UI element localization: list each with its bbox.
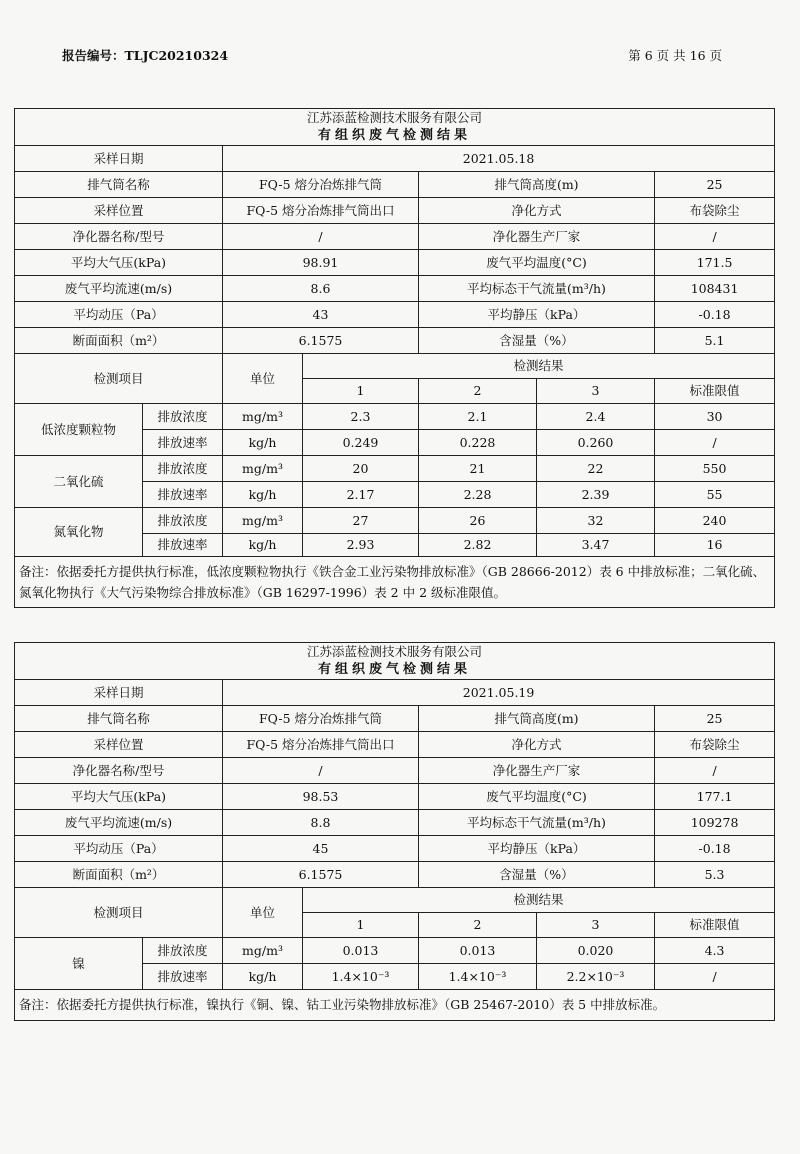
unit-cell: kg/h [223, 964, 303, 990]
gas-velocity-label: 废气平均流速(m/s) [15, 810, 223, 836]
purifier-model-value: / [223, 758, 419, 784]
unit-cell: kg/h [223, 534, 303, 557]
gas-temp-value: 177.1 [655, 784, 775, 810]
table-title: 有组织废气检测结果 [15, 661, 775, 680]
static-pressure-label: 平均静压（kPa） [419, 302, 655, 328]
purification-method-value: 布袋除尘 [655, 732, 775, 758]
value-cell: 32 [537, 508, 655, 534]
rate-label: 排放速率 [143, 534, 223, 557]
dry-flow-value: 109278 [655, 810, 775, 836]
moisture-label: 含湿量（%） [419, 328, 655, 354]
conc-label: 排放浓度 [143, 404, 223, 430]
page-header [62, 46, 722, 64]
value-cell: 2.3 [303, 404, 419, 430]
result-col-2: 2 [419, 913, 537, 938]
pollutant-name: 二氧化硫 [15, 456, 143, 508]
limit-cell: 4.3 [655, 938, 775, 964]
gas-velocity-value: 8.6 [223, 276, 419, 302]
gas-velocity-value: 8.8 [223, 810, 419, 836]
unit-header: 单位 [223, 888, 303, 938]
company-name: 江苏添蓝检测技术服务有限公司 [15, 643, 775, 662]
rate-label: 排放速率 [143, 430, 223, 456]
unit-cell: mg/m³ [223, 404, 303, 430]
limit-cell: 16 [655, 534, 775, 557]
conc-label: 排放浓度 [143, 508, 223, 534]
value-cell: 2.39 [537, 482, 655, 508]
unit-cell: kg/h [223, 430, 303, 456]
value-cell: 2.82 [419, 534, 537, 557]
sampling-date-value: 2021.05.18 [223, 146, 775, 172]
atm-pressure-label: 平均大气压(kPa) [15, 250, 223, 276]
limit-header: 标准限值 [655, 913, 775, 938]
value-cell: 0.013 [419, 938, 537, 964]
rate-label: 排放速率 [143, 964, 223, 990]
stack-height-label: 排气筒高度(m) [419, 172, 655, 198]
value-cell: 2.93 [303, 534, 419, 557]
atm-pressure-value: 98.91 [223, 250, 419, 276]
value-cell: 0.020 [537, 938, 655, 964]
test-result-header: 检测结果 [303, 888, 775, 913]
sampling-date-label: 采样日期 [15, 680, 223, 706]
dry-flow-label: 平均标态干气流量(m³/h) [419, 810, 655, 836]
dry-flow-value: 108431 [655, 276, 775, 302]
stack-name-value: FQ-5 熔分冶炼排气筒 [223, 172, 419, 198]
unit-cell: mg/m³ [223, 456, 303, 482]
atm-pressure-label: 平均大气压(kPa) [15, 784, 223, 810]
value-cell: 20 [303, 456, 419, 482]
limit-cell: 30 [655, 404, 775, 430]
table-note: 备注：依据委托方提供执行标准，镍执行《铜、镍、钴工业污染物排放标准》（GB 25467-2010）表 5 中排放标准。 [15, 990, 775, 1021]
result-col-1: 1 [303, 913, 419, 938]
purifier-model-label: 净化器名称/型号 [15, 758, 223, 784]
result-col-3: 3 [537, 379, 655, 404]
limit-cell: 240 [655, 508, 775, 534]
test-result-header: 检测结果 [303, 354, 775, 379]
gas-temp-label: 废气平均温度(°C) [419, 784, 655, 810]
sampling-date-value: 2021.05.19 [223, 680, 775, 706]
company-name: 江苏添蓝检测技术服务有限公司 [15, 109, 775, 128]
value-cell: 2.2×10⁻³ [537, 964, 655, 990]
value-cell: 0.013 [303, 938, 419, 964]
unit-cell: mg/m³ [223, 508, 303, 534]
value-cell: 0.260 [537, 430, 655, 456]
sampling-location-value: FQ-5 熔分冶炼排气筒出口 [223, 732, 419, 758]
stack-height-value: 25 [655, 706, 775, 732]
results-table-2 [14, 642, 774, 1021]
sampling-location-value: FQ-5 熔分冶炼排气筒出口 [223, 198, 419, 224]
purifier-manufacturer-value: / [655, 224, 775, 250]
dynamic-pressure-label: 平均动压（Pa） [15, 836, 223, 862]
pollutant-name: 低浓度颗粒物 [15, 404, 143, 456]
value-cell: 1.4×10⁻³ [419, 964, 537, 990]
stack-name-label: 排气筒名称 [15, 706, 223, 732]
limit-cell: 550 [655, 456, 775, 482]
limit-header: 标准限值 [655, 379, 775, 404]
dynamic-pressure-value: 43 [223, 302, 419, 328]
gas-temp-value: 171.5 [655, 250, 775, 276]
page-number: 第 6 页 共 16 页 [628, 48, 722, 63]
dry-flow-label: 平均标态干气流量(m³/h) [419, 276, 655, 302]
limit-cell: / [655, 964, 775, 990]
gas-velocity-label: 废气平均流速(m/s) [15, 276, 223, 302]
unit-header: 单位 [223, 354, 303, 404]
purification-method-value: 布袋除尘 [655, 198, 775, 224]
test-item-header: 检测项目 [15, 354, 223, 404]
value-cell: 2.4 [537, 404, 655, 430]
section-area-label: 断面面积（m²） [15, 328, 223, 354]
sampling-location-label: 采样位置 [15, 732, 223, 758]
static-pressure-label: 平均静压（kPa） [419, 836, 655, 862]
moisture-value: 5.1 [655, 328, 775, 354]
purifier-manufacturer-value: / [655, 758, 775, 784]
value-cell: 3.47 [537, 534, 655, 557]
rate-label: 排放速率 [143, 482, 223, 508]
static-pressure-value: -0.18 [655, 302, 775, 328]
table-title: 有组织废气检测结果 [15, 127, 775, 146]
section-area-value: 6.1575 [223, 862, 419, 888]
test-item-header: 检测项目 [15, 888, 223, 938]
value-cell: 0.249 [303, 430, 419, 456]
value-cell: 2.17 [303, 482, 419, 508]
value-cell: 22 [537, 456, 655, 482]
stack-height-label: 排气筒高度(m) [419, 706, 655, 732]
unit-cell: kg/h [223, 482, 303, 508]
moisture-label: 含湿量（%） [419, 862, 655, 888]
section-area-value: 6.1575 [223, 328, 419, 354]
stack-name-label: 排气筒名称 [15, 172, 223, 198]
limit-cell: / [655, 430, 775, 456]
sampling-date-label: 采样日期 [15, 146, 223, 172]
gas-temp-label: 废气平均温度(°C) [419, 250, 655, 276]
results-table-1 [14, 108, 774, 608]
value-cell: 21 [419, 456, 537, 482]
value-cell: 1.4×10⁻³ [303, 964, 419, 990]
dynamic-pressure-label: 平均动压（Pa） [15, 302, 223, 328]
value-cell: 2.28 [419, 482, 537, 508]
value-cell: 0.228 [419, 430, 537, 456]
purification-method-label: 净化方式 [419, 732, 655, 758]
purifier-model-label: 净化器名称/型号 [15, 224, 223, 250]
purifier-manufacturer-label: 净化器生产厂家 [419, 224, 655, 250]
stack-height-value: 25 [655, 172, 775, 198]
pollutant-name: 氮氧化物 [15, 508, 143, 557]
atm-pressure-value: 98.53 [223, 784, 419, 810]
stack-name-value: FQ-5 熔分冶炼排气筒 [223, 706, 419, 732]
dynamic-pressure-value: 45 [223, 836, 419, 862]
purifier-model-value: / [223, 224, 419, 250]
pollutant-name: 镍 [15, 938, 143, 990]
conc-label: 排放浓度 [143, 456, 223, 482]
unit-cell: mg/m³ [223, 938, 303, 964]
sampling-location-label: 采样位置 [15, 198, 223, 224]
limit-cell: 55 [655, 482, 775, 508]
result-col-1: 1 [303, 379, 419, 404]
value-cell: 2.1 [419, 404, 537, 430]
static-pressure-value: -0.18 [655, 836, 775, 862]
moisture-value: 5.3 [655, 862, 775, 888]
purification-method-label: 净化方式 [419, 198, 655, 224]
section-area-label: 断面面积（m²） [15, 862, 223, 888]
value-cell: 26 [419, 508, 537, 534]
result-col-2: 2 [419, 379, 537, 404]
result-col-3: 3 [537, 913, 655, 938]
conc-label: 排放浓度 [143, 938, 223, 964]
value-cell: 27 [303, 508, 419, 534]
report-number: 报告编号：TLJC20210324 [62, 48, 229, 63]
purifier-manufacturer-label: 净化器生产厂家 [419, 758, 655, 784]
table-note: 备注：依据委托方提供执行标准，低浓度颗粒物执行《铁合金工业污染物排放标准》（GB 28666-2012）表 6 中排放标准；二氧化硫、氮氧化物执行《大气污染物综合排放标准》（GB 16297-1996）表 2 中 2 级标准限值。 [15, 557, 775, 608]
